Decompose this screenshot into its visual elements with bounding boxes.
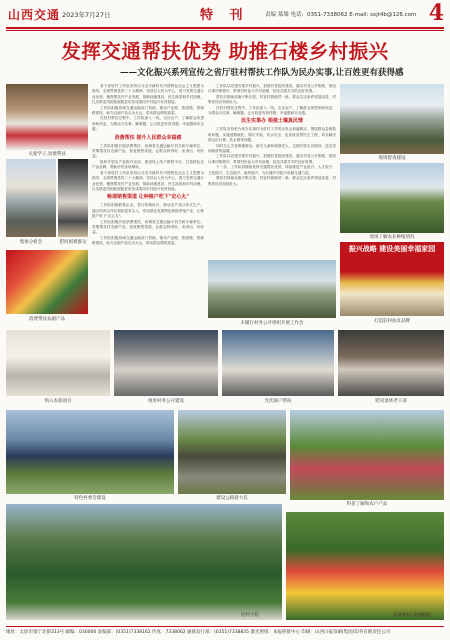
caption-agritourism: 纳入农旅项目 <box>44 399 72 404</box>
paragraph: 工作队积极协调交通运输部门资源，推动产业路、旅游路、资源路建设，助力农副产品走出大山，带动群众增收致富。 <box>92 105 204 116</box>
photo-village-yard <box>6 504 282 620</box>
editor-contact: 责编 慕墙 电话：0351-7338062 E-mail: sxjt4b@126.com <box>265 12 417 18</box>
paragraph: 工作队积极协调交通运输部门资源，推动产业路、旅游路、资源路建设，助力农副产品走出大山，带动群众增收致富。 <box>92 235 204 246</box>
caption-village-committee: 特色村委会建设 <box>74 496 106 501</box>
page-number: 4 <box>428 0 444 26</box>
paragraph: 在驻村帮扶过程中，工作队深入一线，走访农户，了解群众所思所盼所急，为群众办实事、解难题，让百姓更有获得感、幸福感和安全感。 <box>208 105 336 116</box>
photo-solar-help <box>222 330 334 396</box>
caption-visit: 慰问困难群众 <box>59 240 87 245</box>
caption-village-affairs: 推进村务公开建设 <box>148 399 184 404</box>
caption-farm-products: 科普了解和农户产品 <box>346 502 388 507</box>
photo-agritourism <box>6 330 110 396</box>
paragraph: 工作队积极开展消费帮扶，协调省交通运输厅机关和厅属单位，采购帮扶村农副产品，拓宽销售渠道，让群众种得好、卖得出、有收益。 <box>92 219 204 235</box>
issue-date: 2023年7月27日 <box>62 11 111 19</box>
section-heading: 民生实事办 根植土壤真民情 <box>241 118 303 125</box>
caption-farm-check: 现场了解农业种植情况 <box>369 235 415 240</box>
paragraph: 工作队以党建引领乡村振兴，加强村党组织建设，落实村务公开制度，规范议事决策程序，带领村民参与乡村治理，营造共建共享的良好氛围。 <box>208 154 336 164</box>
caption-road-construction: 建设公路接大坑 <box>216 496 248 501</box>
header-rule <box>6 27 444 29</box>
paragraph: 组织开展农产品推介活动，建设线上线下销售平台，打造特色农产品品牌，帮助村民实现增收。 <box>92 159 204 170</box>
caption-work-meeting: 未履行村务公开组织开展工作会 <box>240 321 304 326</box>
caption-site-inspection: 现场督查建设 <box>378 156 406 161</box>
caption-village-yard: 驻村小院 <box>241 613 259 618</box>
photo-banner-building <box>340 242 444 316</box>
caption-students: 关爱学子,真情帮扶 <box>28 152 66 157</box>
section-heading: 消费帮扶 提升人民群众幸福感 <box>114 134 182 141</box>
caption-banner-building: 打造驻村扶贫品牌 <box>374 319 410 324</box>
caption-meeting: 集体分析会 <box>19 240 43 245</box>
photo-site-inspection <box>340 84 444 154</box>
photo-village-committee <box>6 410 174 494</box>
caption-flowers: 美丽乡村,美丽庭院 <box>393 613 431 618</box>
section-title: 特 刊 <box>200 8 249 23</box>
page-headline: 发挥交通帮扶优势 助推石楼乡村振兴 <box>61 40 389 63</box>
photo-village-affairs <box>114 330 218 396</box>
photo-students <box>6 84 88 150</box>
caption-retiree-visit: 慰问退休老干部 <box>375 399 407 404</box>
banner-slogan: 振兴战略 建设美丽幸福家园 <box>340 242 444 263</box>
paragraph: 省干部驻村工作队坚持以习近平新时代中国特色社会主义思想为指导，全面贯彻党的二十大精神，坚持以人民为中心，着力发挥交通行业优势，聚焦帮扶村产业发展、基础设施建设、民生改善和乡村治理，扎实推进巩固拓展脱贫攻坚成果同乡村振兴有效衔接。 <box>92 170 204 191</box>
paragraph: 工作队坚持把为民办实事作为驻村工作的出发点和落脚点，围绕群众急难愁盼问题，实施道路硬化、路灯安装、饮水安全、危房改造等民生工程，切实解决群众出行难、饮水难等问题。 <box>208 127 336 143</box>
photo-meeting <box>6 159 56 237</box>
photo-flowers <box>286 512 444 620</box>
paragraph: 工作队积极开展消费帮扶，协调省交通运输厅机关和厅属单位，采购帮扶村农副产品，拓宽销售渠道，让群众种得好、卖得出、有收益。 <box>92 143 204 159</box>
paragraph: 在驻村帮扶过程中，工作队深入一线，走访农户，了解群众所思所盼所急，为群众办实事、解难题，让百姓更有获得感、幸福感和安全感。 <box>92 116 204 132</box>
caption-products: 消费帮扶农副产品 <box>29 317 65 322</box>
section-heading: 畅通销售渠道 让种植户吃下"定心丸" <box>107 194 189 201</box>
header-rule-thin <box>6 30 444 31</box>
photo-farm-check <box>340 163 444 233</box>
paragraph: 工作队以党建引领乡村振兴，加强村党组织建设，落实村务公开制度，规范议事决策程序，带领村民参与乡村治理，营造共建共享的良好氛围。 <box>208 84 336 94</box>
paragraph: 下一步，工作队将继续发挥交通帮扶优势，持续推进产业振兴、人才振兴、文化振兴、生态振兴、组织振兴，为石楼乡村振兴贡献交通力量。 <box>208 165 336 175</box>
masthead <box>0 0 450 30</box>
photo-farm-products <box>290 410 444 500</box>
photo-work-meeting <box>208 260 336 318</box>
page-subheadline: ——文化振兴系列宣传之省厅驻村帮扶工作队为民办实事,让百姓更有获得感 <box>120 68 404 78</box>
newspaper-logo: 山西交通 <box>8 8 61 22</box>
caption-solar-help: 光伏联户帮扶 <box>264 399 292 404</box>
paragraph: 省干部驻村工作队坚持以习近平新时代中国特色社会主义思想为指导，全面贯彻党的二十大精神，坚持以人民为中心，着力发挥交通行业优势，聚焦帮扶村产业发展、基础设施建设、民生改善和乡村治理，扎实推进巩固拓展脱贫攻坚成果同乡村振兴有效衔接。 <box>92 84 204 105</box>
article-column-1 <box>92 84 204 330</box>
paragraph: 同时关心关爱困难群众、留守儿童和孤寡老人，定期开展走访慰问，送去党和政府的温暖。 <box>208 143 336 154</box>
page-footer: 地址：太原市康宁北街313号 邮编：030006 发编部：(0351)7338162 传真：7338062 通联发行部：(0351)7338835 激光照排：本报照排中心 印刷：山西日报印刷(集团)印务有限责任公司 <box>6 626 444 635</box>
photo-retiree-visit <box>338 330 444 396</box>
paragraph: 帮扶村基础设施不断完善，村容村貌焕然一新，群众生活条件明显改善，村集体经济持续壮大。 <box>208 94 336 105</box>
photo-road-construction <box>178 410 286 494</box>
paragraph: 工作队积极联系企业，签订收购协议，推动农产品订单式生产。通过培育合作社和致富带头人，带动群众发展特色种植养殖产业，让种植户吃下"定心丸"。 <box>92 203 204 219</box>
photo-products <box>6 250 88 314</box>
paragraph: 帮扶村基础设施不断完善，村容村貌焕然一新，群众生活条件明显改善，村集体经济持续壮大。 <box>208 176 336 186</box>
photo-visit <box>58 159 88 237</box>
